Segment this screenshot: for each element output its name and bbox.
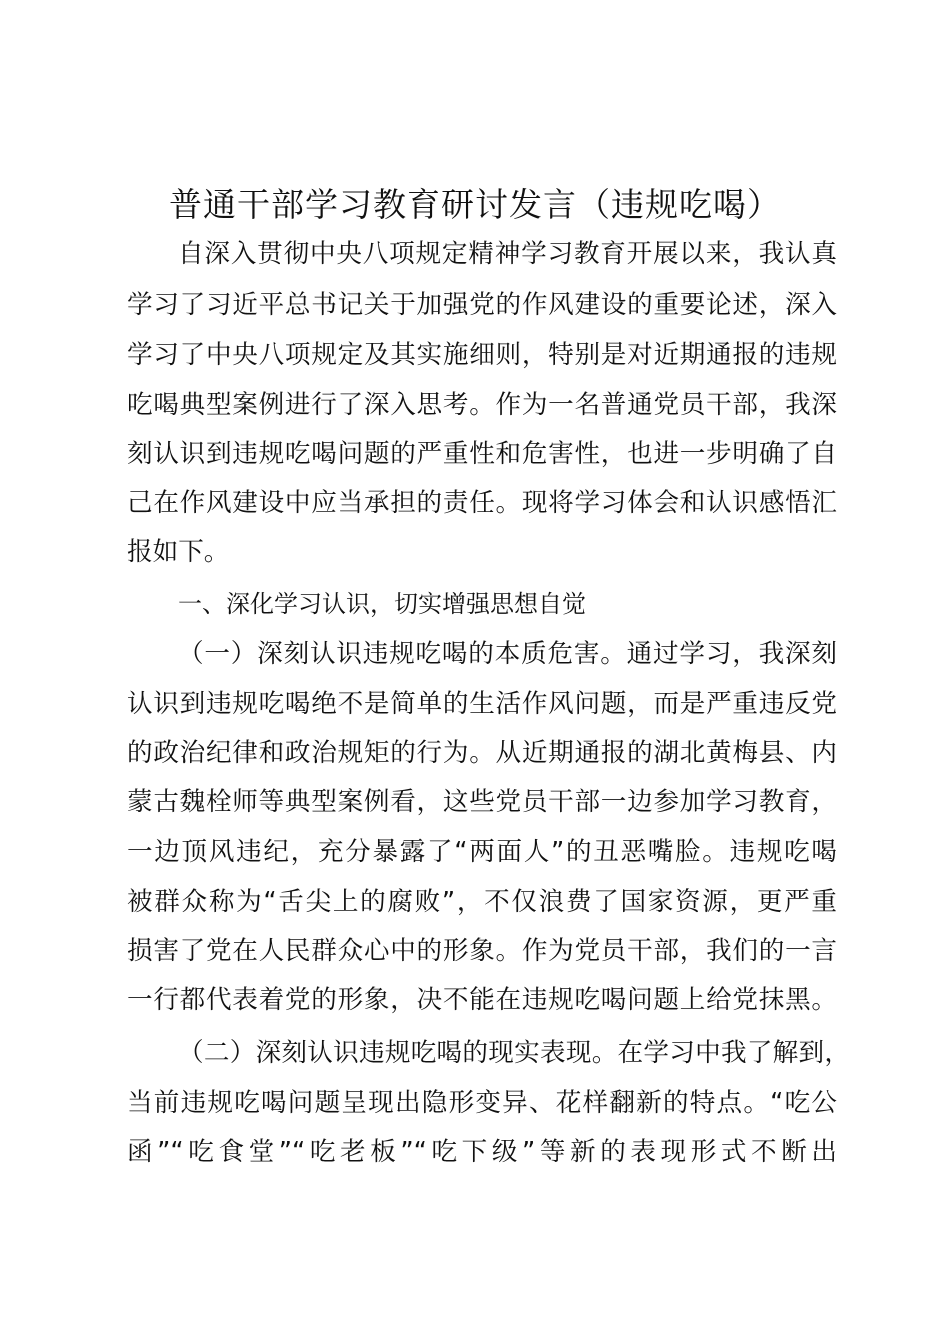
intro-line: 己在作风建设中应当承担的责任。现将学习体会和认识感悟汇 [127,488,837,518]
intro-line: 刻认识到违规吃喝问题的严重性和危害性，也进一步明确了自 [127,439,837,469]
paragraph-line: 被群众称为“舌尖上的腐败”，不仅浪费了国家资源，更严重 [127,887,837,917]
paragraph-line: 一边顶风违纪，充分暴露了“两面人”的丑恶嘴脸。违规吃喝 [127,837,837,867]
intro-line: 自深入贯彻中央八项规定精神学习教育开展以来，我认真 [178,239,837,269]
intro-line: 学习了中央八项规定及其实施细则，特别是对近期通报的违规 [127,340,837,370]
paragraph-line: （二）深刻认识违规吃喝的现实表现。在学习中我了解到， [178,1038,850,1068]
paragraph-line: （一）深刻认识违规吃喝的本质危害。通过学习，我深刻 [178,639,837,669]
paragraph-line: 认识到违规吃喝绝不是简单的生活作风问题，而是严重违反党 [127,689,837,719]
section-heading: 一、深化学习认识，切实增强思想自觉 [178,590,586,618]
paragraph-line: 函”“吃食堂”“吃老板”“吃下级”等新的表现形式不断出 [127,1137,837,1167]
paragraph-line: 蒙古魏栓师等典型案例看，这些党员干部一边参加学习教育， [127,787,837,817]
paragraph-line: 的政治纪律和政治规矩的行为。从近期通报的湖北黄梅县、内 [127,738,837,768]
intro-line: 吃喝典型案例进行了深入思考。作为一名普通党员干部，我深 [127,390,837,420]
paragraph-line: 损害了党在人民群众心中的形象。作为党员干部，我们的一言 [127,936,837,966]
paragraph-line: 当前违规吃喝问题呈现出隐形变异、花样翻新的特点。“吃公 [127,1088,837,1118]
intro-line: 学习了习近平总书记关于加强党的作风建设的重要论述，深入 [127,290,837,320]
document-title: 普通干部学习教育研讨发言（违规吃喝） [169,185,781,224]
paragraph-line: 一行都代表着党的形象，决不能在违规吃喝问题上给党抹黑。 [127,985,837,1015]
intro-line: 报如下。 [127,537,230,567]
